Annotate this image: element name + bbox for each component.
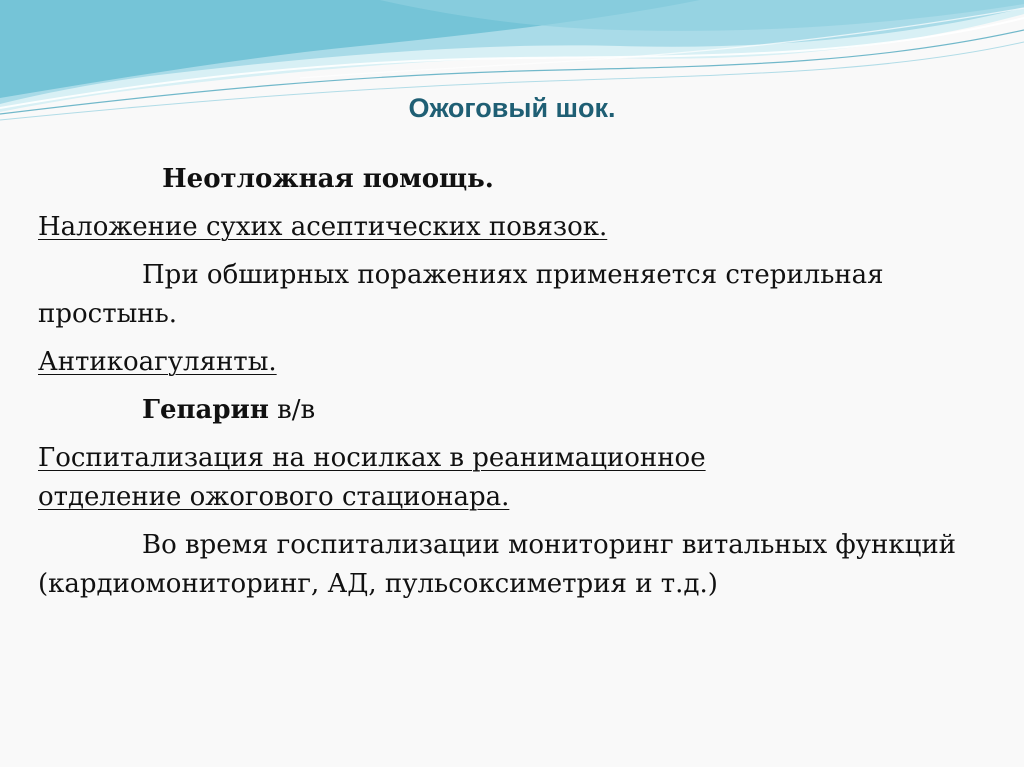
item2-heading: Антикоагулянты. xyxy=(38,347,277,377)
slide-title: Ожоговый шок. xyxy=(408,93,616,123)
slide-subtitle: Неотложная помощь. xyxy=(162,164,494,194)
item1-heading: Наложение сухих асептических повязок. xyxy=(38,212,608,242)
drug-name: Гепарин xyxy=(142,395,269,425)
item2-detail xyxy=(38,391,998,430)
item3-heading: Госпитализация на носилках в реанимационное отделение ожогового стационара. xyxy=(38,443,706,512)
item1-detail: При обширных поражениях применяется стерильная простынь. xyxy=(38,260,884,329)
drug-route: в/в xyxy=(268,395,316,425)
slide-body xyxy=(38,160,998,604)
item3-detail: Во время госпитализации мониторинг витальных функций (кардиомониторинг, АД, пульсоксиметрия и т.д.) xyxy=(38,530,956,599)
